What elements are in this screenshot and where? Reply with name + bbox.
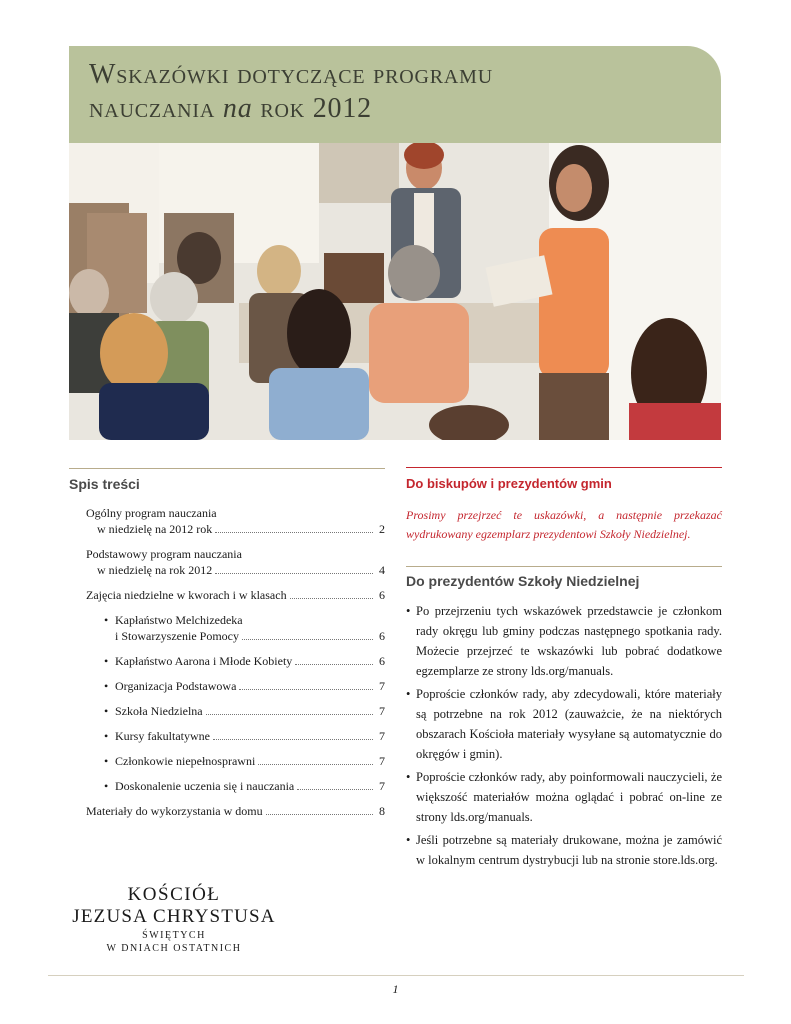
toc-page-number: 8 — [379, 804, 385, 818]
sunday-school-heading: Do prezydentów Szkoły Niedzielnej — [406, 573, 640, 589]
toc-item[interactable] — [69, 505, 385, 537]
toc-subitem[interactable] — [69, 678, 385, 694]
title-line-1: Wskazówki dotyczące programu — [89, 59, 493, 90]
toc-page-number: 7 — [379, 729, 385, 743]
toc-page-number: 7 — [379, 704, 385, 718]
list-item: • Jeśli potrzebne są materiały drukowane, można je zamówić w lokalnym centrum dystrybucji lub na stronie store.lds.org. — [406, 830, 722, 870]
toc-page-number: 2 — [379, 522, 385, 536]
divider — [406, 467, 722, 468]
bullet-icon: • — [104, 654, 109, 668]
toc-page-number: 6 — [379, 629, 385, 643]
toc-item-label: Podstawowy program nauczania — [86, 547, 242, 561]
church-logo — [69, 884, 279, 955]
logo-line: W DNIACH OSTATNICH — [106, 943, 242, 954]
page-title — [89, 58, 493, 126]
header-banner — [69, 46, 721, 143]
instructions-list — [406, 601, 722, 870]
list-item: • Poproście członków rady, aby zdecydowali, które materiały są potrzebne na rok 2012 (zauważcie, że na niektórych obszarach Kościoła materiały wysyłane są automatycznie do okręgów i gmin). — [406, 684, 722, 764]
divider — [406, 566, 722, 567]
title-line-2-italic: na — [222, 93, 253, 124]
toc-item[interactable] — [69, 803, 385, 819]
toc-subitem[interactable] — [69, 753, 385, 769]
bishops-text: Prosimy przejrzeć te uskazówki, a następnie przekazać wydrukowany egzemplarz prezydentowi Szkoły Niedzielnej. — [406, 508, 722, 541]
toc-page-number: 6 — [379, 654, 385, 668]
toc-item-label: w niedzielę na rok 2012 — [97, 563, 213, 577]
toc-page-number: 7 — [379, 679, 385, 693]
instructions-section — [406, 467, 722, 873]
toc-list — [69, 505, 385, 819]
toc-item[interactable] — [69, 546, 385, 578]
toc-item-label: Materiały do wykorzystania w domu — [86, 804, 263, 818]
toc-item-label: Szkoła Niedzielna — [115, 704, 203, 718]
logo-line: ŚWIĘTYCH — [142, 930, 206, 941]
bullet-icon: • — [104, 729, 109, 743]
bullet-icon: • — [104, 679, 109, 693]
toc-subitem[interactable] — [69, 728, 385, 744]
toc-item-label: Członkowie niepełnosprawni — [115, 754, 256, 768]
toc-item-label: Kapłaństwo Aarona i Młode Kobiety — [115, 654, 293, 668]
bullet-icon: • — [104, 613, 109, 627]
page-number: 1 — [392, 982, 399, 996]
toc-item-label: Doskonalenie uczenia się i nauczania — [115, 779, 295, 793]
toc-page-number: 6 — [379, 588, 385, 602]
toc-item-label: w niedzielę na 2012 rok — [97, 522, 213, 536]
toc-item-label: Kursy fakultatywne — [115, 729, 210, 743]
title-line-2-end: rok 2012 — [260, 93, 372, 124]
footer-divider — [48, 975, 744, 976]
logo-line: JEZUSA CHRYSTUSA — [72, 906, 276, 927]
toc-page-number: 7 — [379, 779, 385, 793]
bullet-icon: • — [104, 779, 109, 793]
toc-subitem[interactable] — [69, 653, 385, 669]
toc-item-label: Organizacja Podstawowa — [115, 679, 237, 693]
bullet-icon: • — [104, 704, 109, 718]
list-item: • Poproście członków rady, aby poinformowali nauczycieli, że większość materiałów można oglądać i pobrać on-line ze strony lds.org/manuals. — [406, 767, 722, 827]
divider — [69, 468, 385, 469]
bishops-heading: Do biskupów i prezydentów gmin — [406, 476, 612, 491]
title-line-2-start: nauczania — [89, 93, 216, 124]
toc-item-label: Kapłaństwo Melchizedeka — [115, 613, 243, 627]
list-item: • Po przejrzeniu tych wskazówek przedstawcie je członkom rady okręgu lub gminy podczas następnego spotkania rady. Możecie przejrzeć te wskazówki lub pobrać dodatkowe egzemplarze ze strony lds.org/manuals. — [406, 601, 722, 681]
toc-item-label: Zajęcia niedzielne w kworach i w klasach — [86, 588, 287, 602]
toc-item[interactable] — [69, 587, 385, 603]
toc-subitem[interactable] — [69, 612, 385, 644]
classroom-photo — [69, 143, 721, 440]
bullet-icon: • — [104, 754, 109, 768]
toc-item-label: i Stowarzyszenie Pomocy — [115, 629, 239, 643]
toc-subitem[interactable] — [69, 778, 385, 794]
toc-section — [69, 468, 385, 819]
toc-heading: Spis treści — [69, 476, 140, 492]
toc-page-number: 7 — [379, 754, 385, 768]
toc-page-number: 4 — [379, 563, 385, 577]
logo-line: KOŚCIÓŁ — [127, 884, 221, 905]
toc-subitem[interactable] — [69, 703, 385, 719]
toc-item-label: Ogólny program nauczania — [86, 506, 217, 520]
